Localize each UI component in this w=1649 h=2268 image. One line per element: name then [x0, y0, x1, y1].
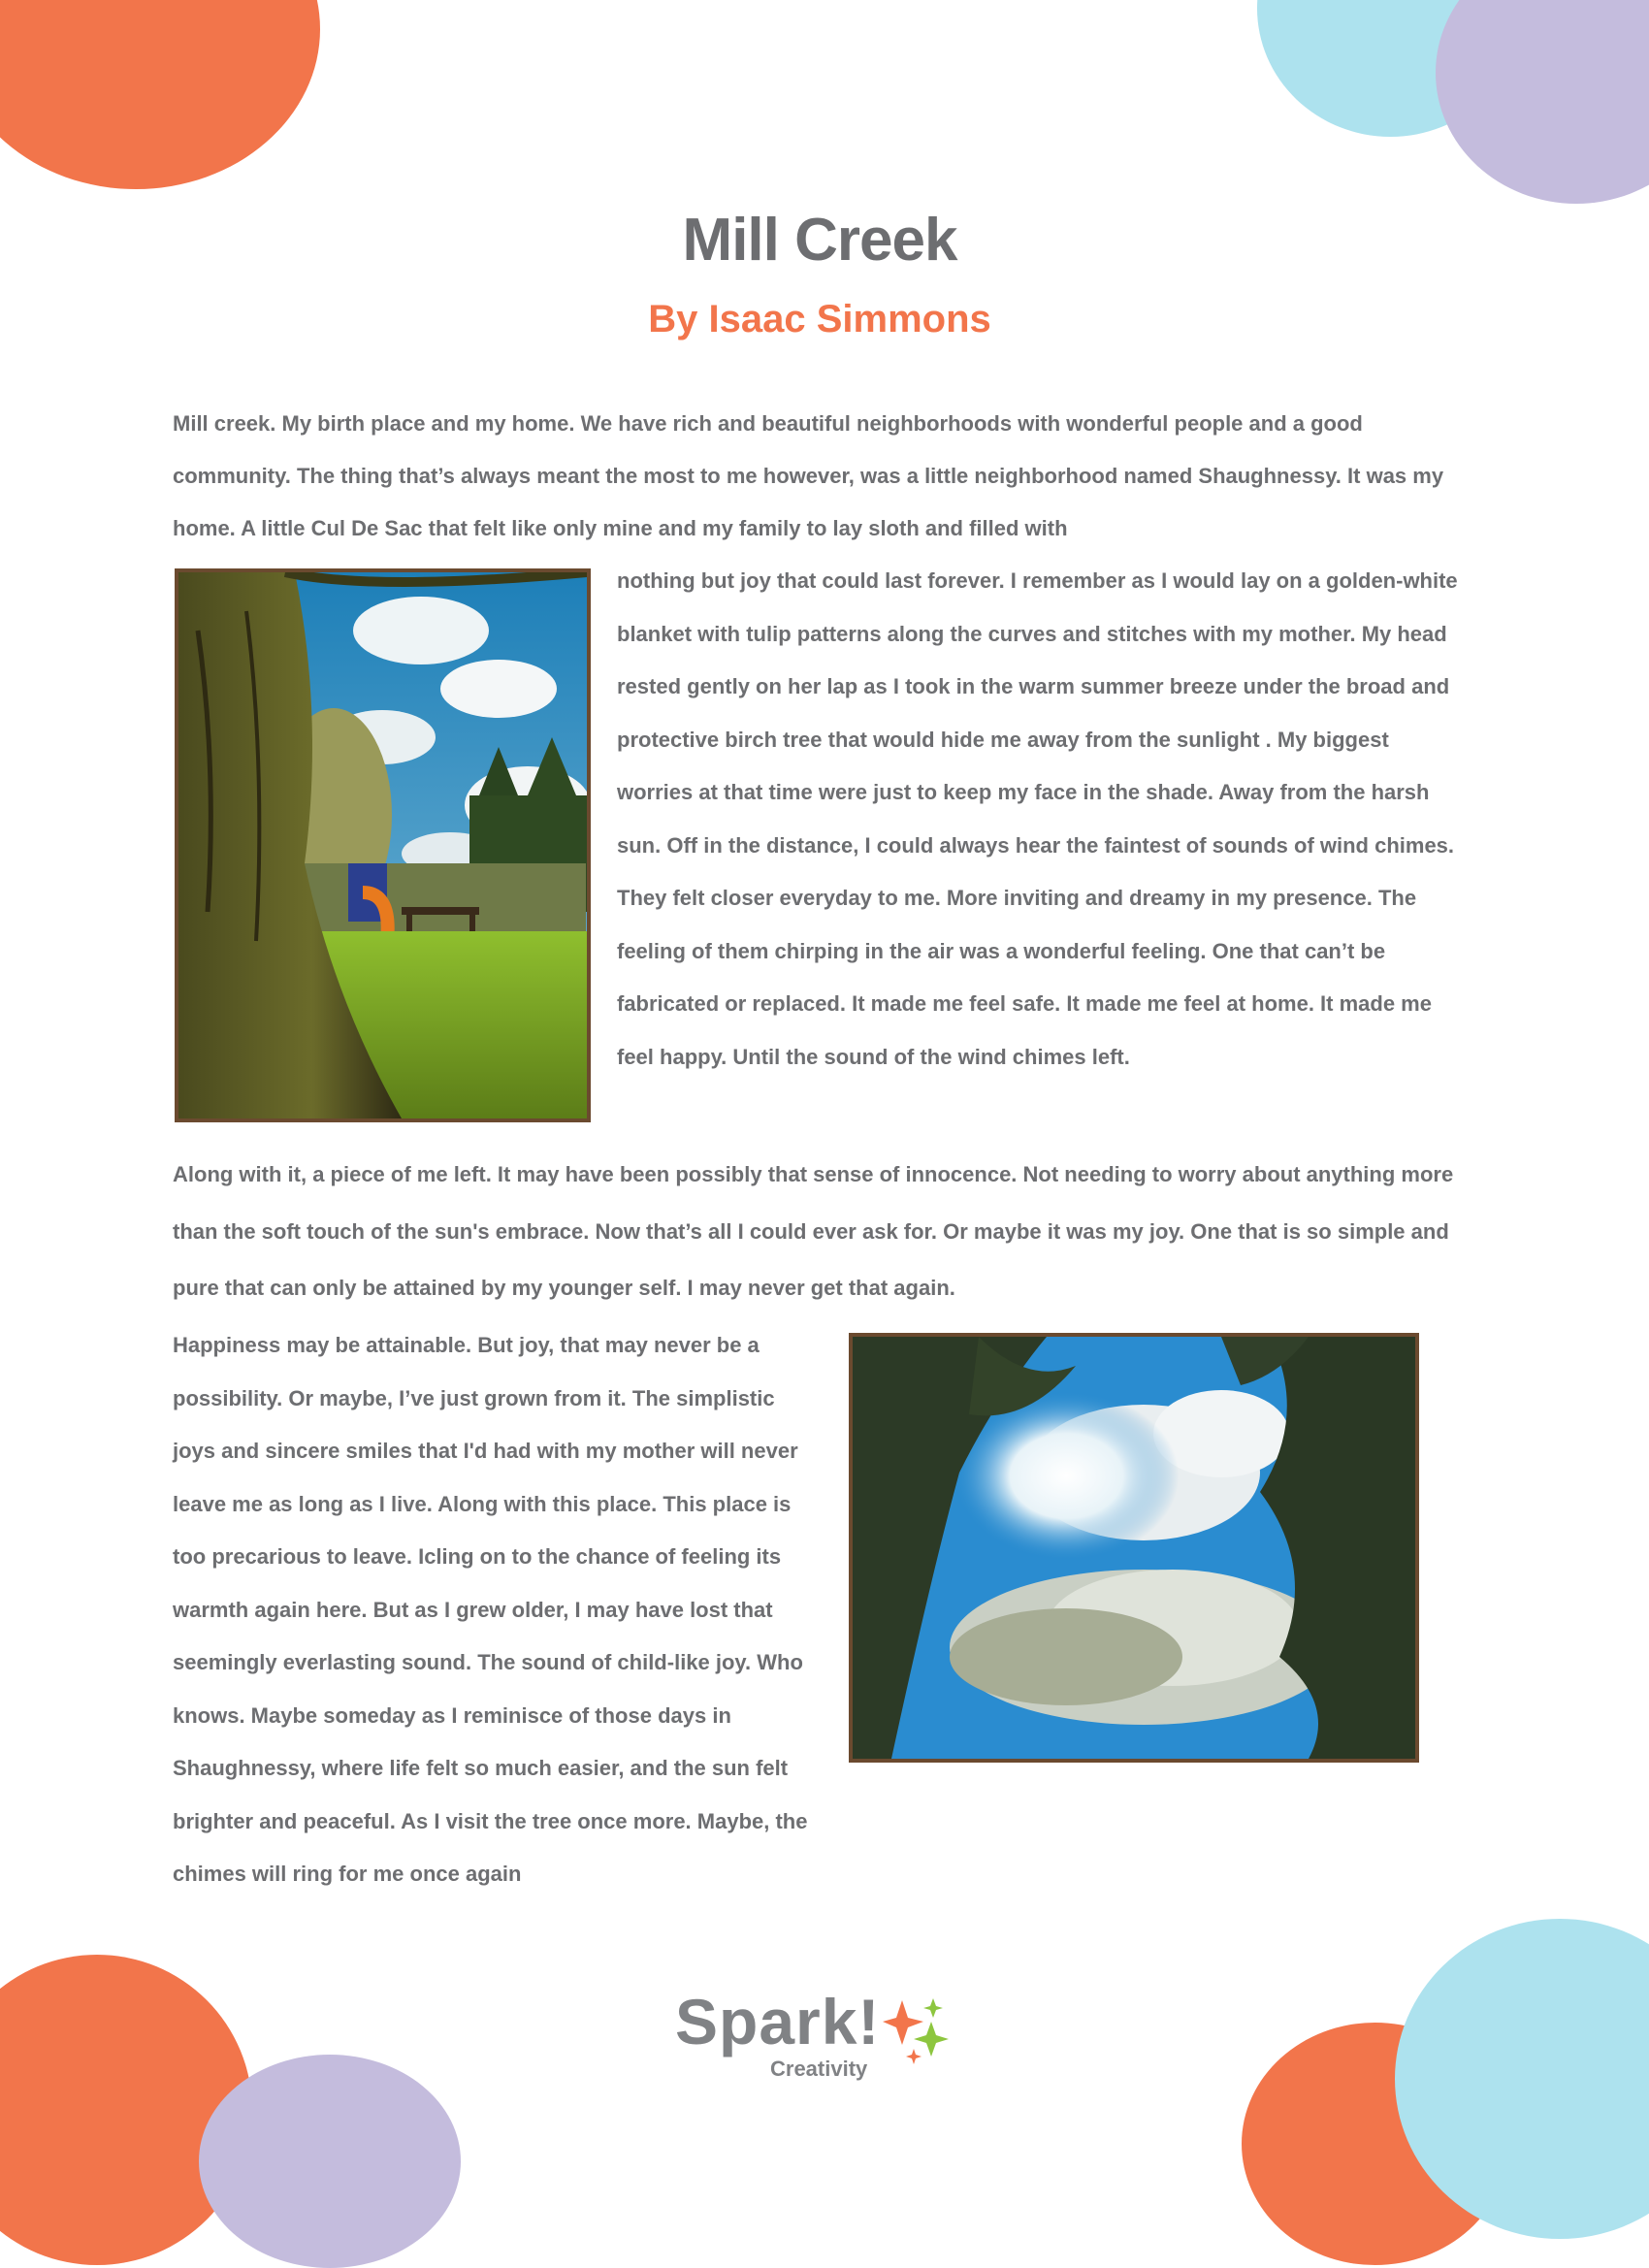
sparkle-icon [881, 1994, 958, 2072]
paragraph-joy: Happiness may be attainable. But joy, that may never be a possibility. Or maybe, I’ve just grown from it. The simplistic joys and sincere smiles that I'd had with my mother will never leave me as long as I live. Along with this place. This place is too precarious to leave. Icling on to the chance of feeling its warmth again here. But as I grew older, I may have lost that seemingly everlasting sound. The sound of child-like joy. Who knows. Maybe someday as I reminisce of those days in Shaughnessy, where life felt so much easier, and the sun felt brighter and peaceful. As I visit the tree once more. Maybe, the chimes will ring for me once again [173, 1333, 808, 1886]
logo-subtitle: Creativity [770, 2057, 868, 2081]
paragraph-intro: Mill creek. My birth place and my home. We have rich and beautiful neighborhoods with wonderful people and a good community. The thing that’s always meant the most to me however, was a little neighborhood named Shaughnessy. It was my home. A little Cul De Sac that felt like only mine and my family to lay sloth and filled with [173, 411, 1444, 540]
decor-circle-purple-top-right [1436, 0, 1649, 204]
decor-circle-orange-top-left [0, 0, 320, 189]
sky-through-trees-photo [849, 1333, 1419, 1763]
paragraph-memory: nothing but joy that could last forever. I remember as I would lay on a golden-white blanket with tulip patterns along the curves and stitches with my mother. My head rested gently on her lap as I took in the warm summer breeze under the broad and protective birch tree that would hide me away from the sunlight . My biggest worries at that time were just to keep my face in the shade. Away from the harsh sun. Off in the distance, I could always hear the faintest of sounds of wind chimes. They felt closer everyday to me. More inviting and dreamy in my presence. The feeling of them chirping in the air was a wonderful feeling. One that can’t be fabricated or replaced. It made me feel safe. It made me feel at home. It made me feel happy. Until the sound of the wind chimes left. [617, 568, 1458, 1069]
park-playground-photo [175, 568, 591, 1122]
logo-wordmark: Spark! [675, 1986, 881, 2057]
spark-creativity-logo [669, 1985, 980, 2091]
author-byline: By Isaac Simmons [648, 298, 991, 340]
paragraph-innocence: Along with it, a piece of me left. It may have been possibly that sense of innocence. Not needing to worry about anything more than the soft touch of the sun's embrace. Now that’s all I could ever ask for. Or maybe it was my joy. One that is so simple and pure that can only be attained by my younger self. I may never get that again. [173, 1162, 1454, 1300]
page-title: Mill Creek [682, 207, 957, 274]
decor-circle-purple-bottom-left [199, 2055, 461, 2268]
